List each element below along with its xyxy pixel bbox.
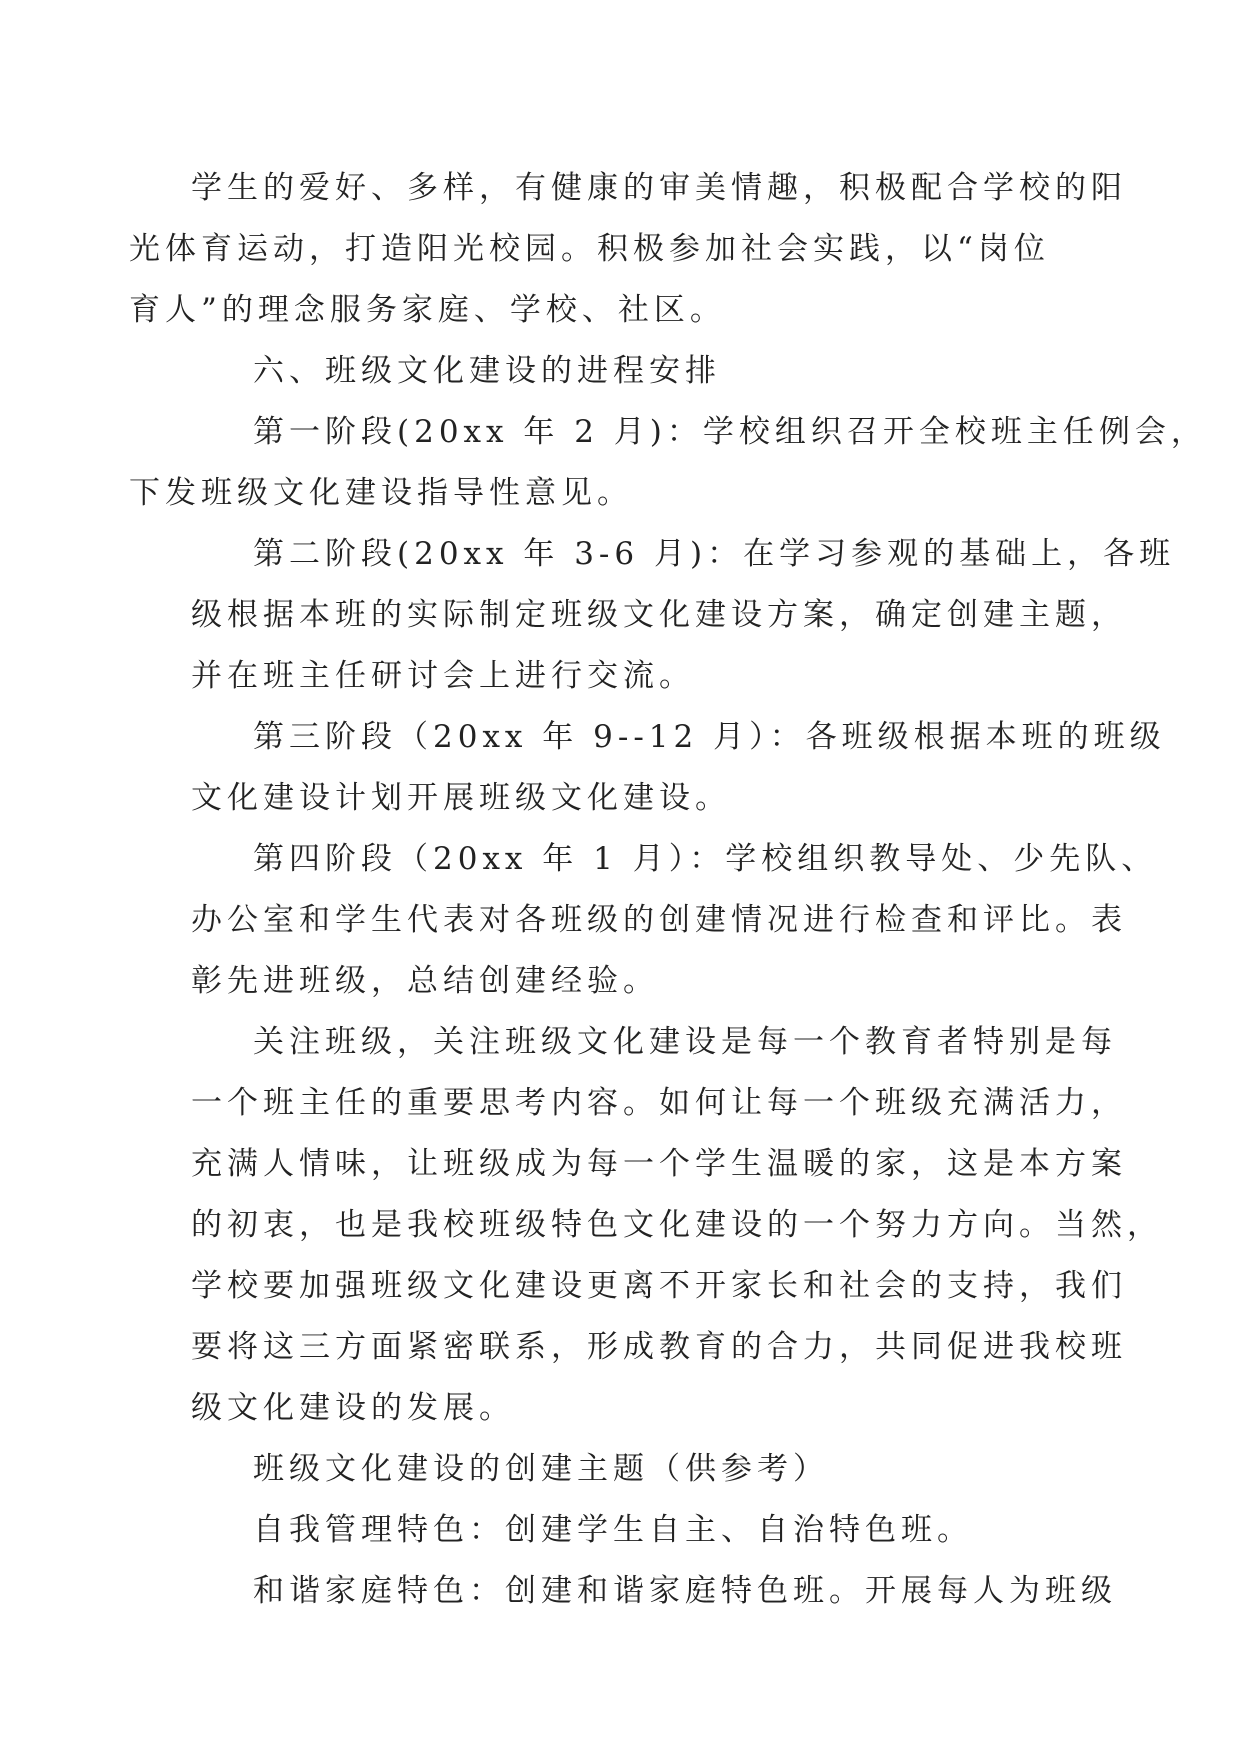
text-line: 学生的爱好、多样，有健康的审美情趣，积极配合学校的阳 bbox=[191, 170, 1127, 206]
text-line: 班级文化建设的创建主题（供参考） bbox=[253, 1451, 829, 1487]
text-line: 第一阶段(20xx 年 2 月)：学校组织召开全校班主任例会， bbox=[253, 414, 1207, 450]
text-line: 下发班级文化建设指导性意见。 bbox=[129, 475, 633, 511]
text-line: 第二阶段(20xx 年 3-6 月)：在学习参观的基础上，各班 bbox=[253, 536, 1176, 572]
paragraph-stage-1 bbox=[129, 402, 1207, 524]
text-line: 六、班级文化建设的进程安排 bbox=[253, 353, 721, 389]
paragraph-stage-4 bbox=[191, 829, 1158, 1012]
section-heading bbox=[191, 341, 1071, 402]
document-body bbox=[129, 158, 1207, 1622]
subsection-heading bbox=[191, 1439, 1071, 1500]
text-line: 彰先进班级，总结创建经验。 bbox=[191, 963, 659, 999]
text-line: 育人”的理念服务家庭、学校、社区。 bbox=[129, 292, 726, 328]
text-line: 和谐家庭特色：创建和谐家庭特色班。开展每人为班级 bbox=[253, 1573, 1117, 1609]
text-line: 的初衷，也是我校班级特色文化建设的一个努力方向。当然， bbox=[191, 1207, 1163, 1243]
text-line: 学校要加强班级文化建设更离不开家长和社会的支持，我们 bbox=[191, 1268, 1127, 1304]
text-line: 第四阶段（20xx 年 1 月）：学校组织教导处、少先队、 bbox=[253, 841, 1158, 877]
text-line: 级文化建设的发展。 bbox=[191, 1390, 515, 1426]
text-line: 第三阶段（20xx 年 9--12 月）：各班级根据本班的班级 bbox=[253, 719, 1166, 755]
text-line: 光体育运动，打造阳光校园。积极参加社会实践，以“岗位 bbox=[129, 231, 1050, 267]
theme-item bbox=[191, 1561, 1117, 1622]
text-line: 充满人情味，让班级成为每一个学生温暖的家，这是本方案 bbox=[191, 1146, 1127, 1182]
paragraph-continuation bbox=[129, 158, 1127, 341]
paragraph-stage-3 bbox=[191, 707, 1166, 829]
paragraph-conclusion bbox=[191, 1012, 1163, 1439]
text-line: 关注班级，关注班级文化建设是每一个教育者特别是每 bbox=[253, 1024, 1117, 1060]
text-line: 自我管理特色：创建学生自主、自治特色班。 bbox=[253, 1512, 973, 1548]
paragraph-stage-2 bbox=[191, 524, 1176, 707]
text-line: 一个班主任的重要思考内容。如何让每一个班级充满活力， bbox=[191, 1085, 1127, 1121]
text-line: 级根据本班的实际制定班级文化建设方案，确定创建主题， bbox=[191, 597, 1127, 633]
text-line: 并在班主任研讨会上进行交流。 bbox=[191, 658, 695, 694]
text-line: 文化建设计划开展班级文化建设。 bbox=[191, 780, 731, 816]
theme-item bbox=[191, 1500, 1071, 1561]
text-line: 办公室和学生代表对各班级的创建情况进行检查和评比。表 bbox=[191, 902, 1127, 938]
text-line: 要将这三方面紧密联系，形成教育的合力，共同促进我校班 bbox=[191, 1329, 1127, 1365]
